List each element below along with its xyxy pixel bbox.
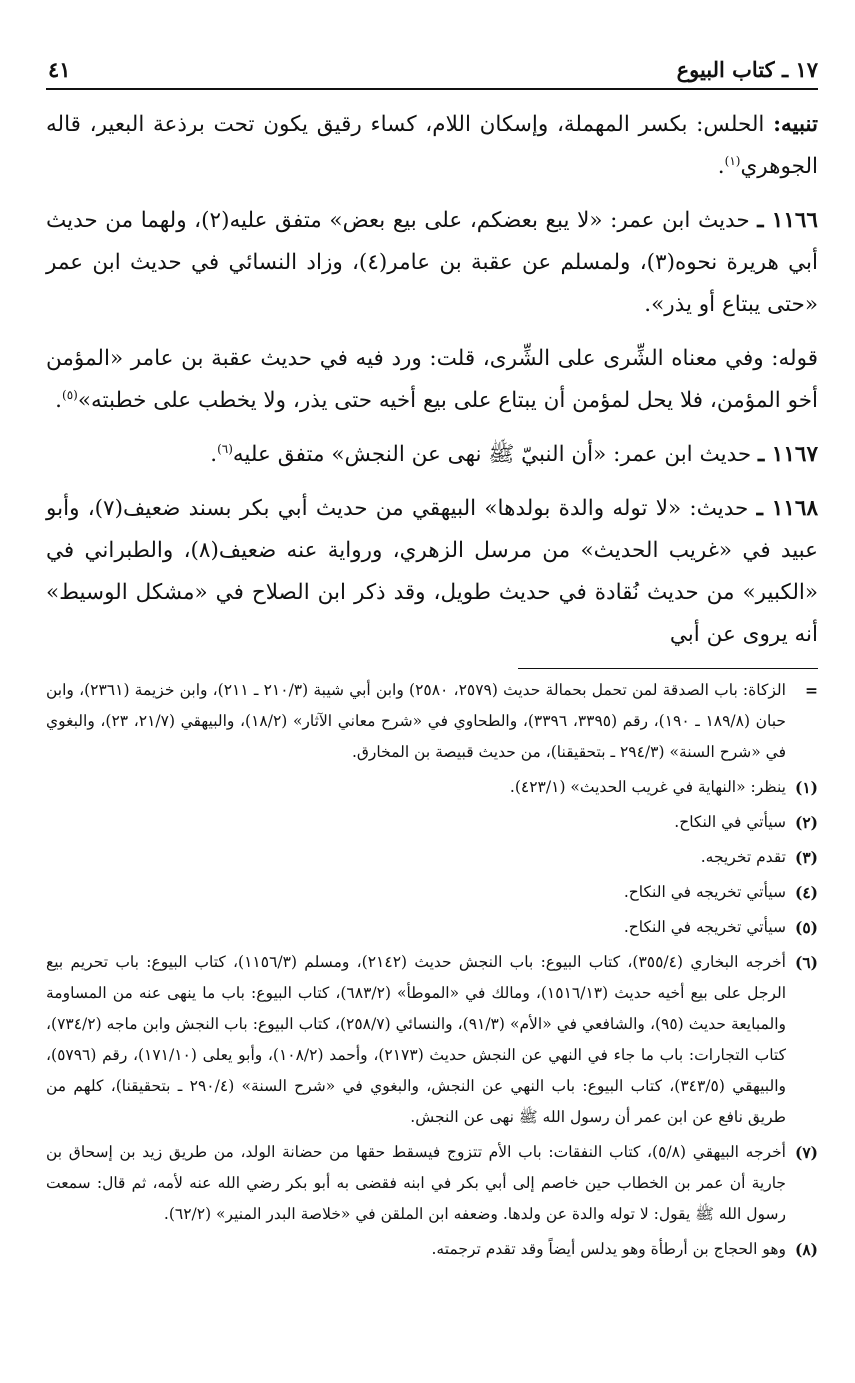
footnote-text: أخرجه البيهقي (٥/٨)، كتاب النفقات: باب الأم تتزوج فيسقط حقها من حضانة الولد، من طريق زيد بن إسحاق بن جارية أن عمر بن الخطاب حين خاصم إلى أبي بكر في ابنه فقضى به أبو بكر رضي الله عنه لأمه، ثم قال: سمعت رسول الله ﷺ يقول: لا توله والدة عن ولدها. وضعفه ابن الملقن في «خلاصة البدر المنير» (٦٢/٢). [46,1143,786,1223]
footnote-marker: = [805,681,818,700]
footnote-text: ينظر: «النهاية في غريب الحديث» (٤٢٣/١). [509,778,786,796]
footnote-text: وهو الحجاج بن أرطأة وهو يدلس أيضاً وقد تقدم ترجمته. [431,1240,786,1258]
footnote-marker: (٣) [794,848,818,867]
footnote-3 [46,842,818,873]
footnote-ref: (١) [724,153,741,168]
footnote-marker: (٤) [794,883,818,902]
paragraph-lead: تنبيه: [773,112,818,137]
footnote-continuation [46,675,818,768]
footnote-ref: (٦) [217,441,233,456]
hadith-number: ١١٦٧ ـ [758,442,818,467]
footnote-text: الزكاة: باب الصدقة لمن تحمل بحمالة حديث (٢٥٧٩، ٢٥٨٠) وابن أبي شيبة (٢١٠/٣ ـ ٢١١)، وابن خزيمة (٢٣٦١)، وابن حبان (١٨٩/٨ ـ ١٩٠)، رقم (٣٣٩٥، ٣٣٩٦)، والطحاوي في «شرح معاني الآثار» (١٨/٢)، والبيهقي (٢١/٧، ٢٣)، والبغوي في «شرح السنة» (٢٩٤/٣ ـ بتحقيقنا)، من حديث قبيصة بن المخارق. [46,681,787,761]
main-text [46,104,818,656]
footnote-marker: (١) [794,778,818,797]
hadith-number: ١١٦٦ ـ [757,208,818,233]
footnote-text: سيأتي تخريجه في النكاح. [623,883,786,901]
footnote-8 [46,1234,818,1265]
book-page [46,40,818,1269]
paragraph-note [46,104,818,188]
paragraph-commentary [46,338,818,422]
footnote-text: سيأتي في النكاح. [674,813,786,831]
paragraph-hadith-1167 [46,434,818,476]
running-title: ١٧ ـ كتاب البيوع [676,57,818,82]
footnote-marker: (٦) [794,953,818,972]
paragraph-text: حديث ابن عمر: «لا يبع بعضكم، على بيع بعض» متفق عليه(٢)، ولهما من حديث أبي هريرة نحوه(٣)، ولمسلم عن عقبة بن عامر(٤)، وزاد النسائي في حديث ابن عمر «حتى يبتاع أو يذر». [46,208,818,317]
footnote-ref: (٥) [62,387,78,402]
paragraph-tail: . [210,442,218,467]
paragraph-text: حديث ابن عمر: «أن النبيّ ﷺ نهى عن النجش» متفق عليه [232,442,758,467]
page-header [46,40,818,90]
hadith-number: ١١٦٨ ـ [756,496,818,521]
footnotes [46,675,818,1265]
footnote-marker: (٧) [794,1143,818,1162]
paragraph-tail: . [55,388,63,413]
footnote-4 [46,877,818,908]
footnote-divider [518,668,818,669]
footnote-text: أخرجه البخاري (٣٥٥/٤)، كتاب البيوع: باب النجش حديث (٢١٤٢)، ومسلم (١١٥٦/٣)، كتاب البيوع: باب تحريم بيع الرجل على بيع أخيه حديث (١٥١٦/١٣)، ومالك في «الموطأ» (٦٨٣/٢)، كتاب البيوع: باب ما ينهى عنه من المساومة والمبايعة حديث (٩٥)، والشافعي في «الأم» (٩١/٣)، والنسائي (٢٥٨/٧)، كتاب البيوع: باب النجش وابن ماجه (٧٣٤/٢)، كتاب التجارات: باب ما جاء في النهي عن النجش حديث (٢١٧٣)، وأحمد (١٠٨/٢)، وأبو يعلى (١٧١/١٠)، رقم (٥٧٩٦)، والبيهقي (٣٤٣/٥)، كتاب البيوع: باب النهي عن النجش، والبغوي في «شرح السنة» (٢٩٠/٤ ـ بتحقيقنا)، كلهم من طريق نافع عن ابن عمر أن رسول الله ﷺ نهى عن النجش. [46,953,787,1126]
paragraph-tail: . [717,154,725,179]
footnote-6 [46,947,818,1133]
footnote-text: سيأتي تخريجه في النكاح. [623,918,786,936]
footnote-7 [46,1137,818,1230]
paragraph-text: حديث: «لا توله والدة بولدها» البيهقي من حديث أبي بكر بسند ضعيف(٧)، وأبو عبيد في «غريب الحديث» من مرسل الزهري، ورواية عنه ضعيف(٨)، والطبراني في «الكبير» من حديث نُقادة في حديث طويل، وقد ذكر ابن الصلاح في «مشكل الوسيط» أنه يروى عن أبي [46,496,818,647]
footnote-1 [46,772,818,803]
footnote-marker: (٨) [794,1240,818,1259]
page-number: ٤١ [48,57,71,82]
footnote-marker: (٥) [794,918,818,937]
footnote-text: تقدم تخريجه. [700,848,786,866]
paragraph-hadith-1168 [46,488,818,656]
paragraph-text: الحلس: بكسر المهملة، وإسكان اللام، كساء رقيق يكون تحت برذعة البعير، قاله الجوهري [46,112,818,179]
paragraph-hadith-1166 [46,200,818,326]
footnote-marker: (٢) [794,813,818,832]
paragraph-text: قوله: وفي معناه الشِّرى على الشِّرى، قلت: ورد فيه في حديث عقبة بن عامر «المؤمن أخو المؤمن، فلا يحل لمؤمن أن يبتاع على بيع أخيه حتى يذر، ولا يخطب على خطبته» [46,346,818,413]
footnote-5 [46,912,818,943]
footnote-2 [46,807,818,838]
